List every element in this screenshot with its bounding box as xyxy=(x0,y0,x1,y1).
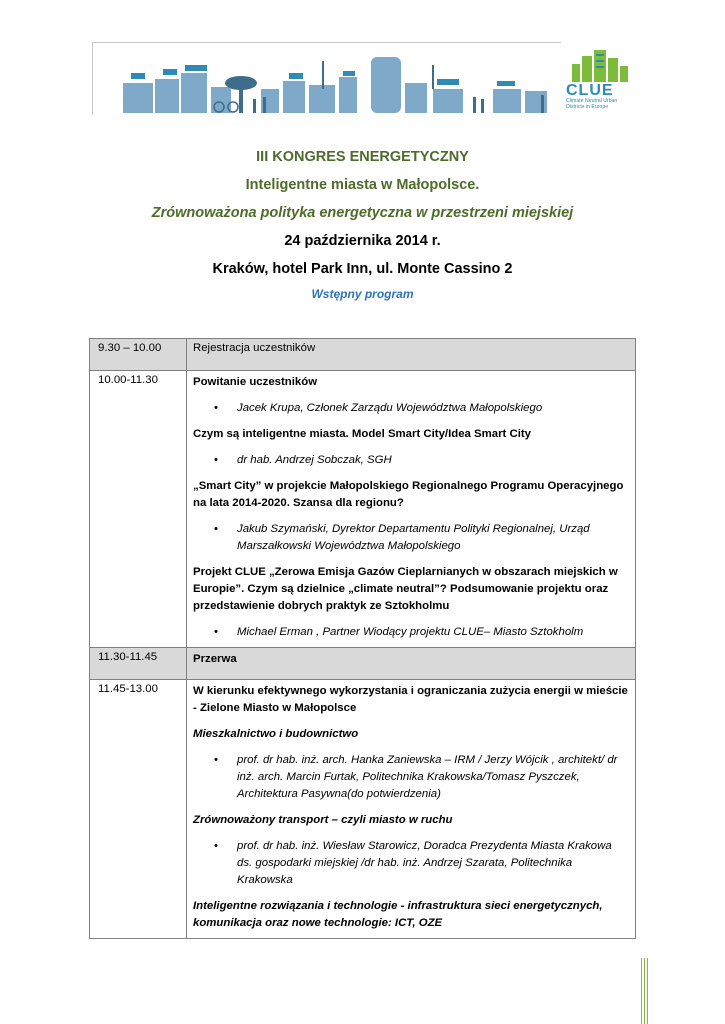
logo-name: CLUE xyxy=(566,82,614,99)
speaker-item: • Jakub Szymański, Dyrektor Departamentu Polityki Regionalnej, Urząd Marszałkowski Województwa Małopolskiego xyxy=(193,521,629,555)
congress-subtitle: Inteligentne miasta w Małopolsce. xyxy=(245,177,480,193)
city-skyline-illustration xyxy=(93,43,561,115)
time-cell: 10.00-11.30 xyxy=(90,371,187,648)
speaker-list xyxy=(193,624,629,641)
table-row xyxy=(90,339,636,371)
session-heading: W kierunku efektywnego wykorzystania i ograniczania zużycia energii w mieście - Zielone Miasto w Małopolsce xyxy=(193,685,628,714)
program-table xyxy=(89,338,636,939)
session-heading: Czym są inteligentne miasta. Model Smart City/Idea Smart City xyxy=(193,428,532,440)
session-subheading: Zrównoważony transport – czyli miasto w ruchu xyxy=(193,814,453,826)
congress-title: III KONGRES ENERGETYCZNY xyxy=(256,149,469,165)
speaker-list xyxy=(193,452,629,469)
program-label: Wstępny program xyxy=(311,287,414,301)
speaker-list xyxy=(193,521,629,555)
speaker-item: • Jacek Krupa, Członek Zarządu Województwa Małopolskiego xyxy=(193,400,629,417)
speaker-item: • prof. dr hab. inż. Wiesław Starowicz, Doradca Prezydenta Miasta Krakowa ds. gospodarki miejskiej /dr hab. inż. Andrzej Szarata, Politechnika Krakowska xyxy=(193,838,629,889)
session-heading: Projekt CLUE „Zerowa Emisja Gazów Cieplarnianych w obszarach miejskich w Europie”. Czym są dzielnice „climate neutral”? Podsumowanie projektu oraz przedstawienie dobrych praktyk ze Sztokholmu xyxy=(193,566,618,612)
session-cell: Rejestracja uczestników xyxy=(187,339,636,371)
speaker-list xyxy=(193,838,629,889)
speaker-list xyxy=(193,752,629,803)
header-banner xyxy=(92,42,561,115)
table-row xyxy=(90,680,636,939)
session-cell xyxy=(187,680,636,939)
table-row xyxy=(90,648,636,680)
table-row xyxy=(90,371,636,648)
session-subheading: Inteligentne rozwiązania i technologie - infrastruktura sieci energetycznych, komunikacja oraz nowe technologie: ICT, OZE xyxy=(193,900,603,929)
congress-theme: Zrównoważona polityka energetyczna w przestrzeni miejskiej xyxy=(151,205,574,221)
speaker-list xyxy=(193,400,629,417)
speaker-item: • Michael Erman , Partner Wiodący projektu CLUE– Miasto Sztokholm xyxy=(193,624,629,641)
clue-logo-buildings-icon xyxy=(560,46,640,84)
session-cell xyxy=(187,371,636,648)
title-block xyxy=(0,144,725,302)
time-cell: 11.30-11.45 xyxy=(90,648,187,680)
session-heading: „Smart City” w projekcie Małopolskiego Regionalnego Programu Operacyjnego na lata 2014-2020. Szansa dla regionu? xyxy=(193,480,624,509)
speaker-item: • dr hab. Andrzej Sobczak, SGH xyxy=(193,452,629,469)
time-cell: 9.30 – 10.00 xyxy=(90,339,187,371)
time-cell: 11.45-13.00 xyxy=(90,680,187,939)
logo-subtitle: Climate Neutral Urban Districts in Europe xyxy=(566,98,618,110)
event-date: 24 października 2014 r. xyxy=(284,233,441,249)
session-heading: Powitanie uczestników xyxy=(193,376,318,388)
event-venue: Kraków, hotel Park Inn, ul. Monte Cassino 2 xyxy=(212,261,513,277)
speaker-item: • prof. dr hab. inż. arch. Hanka Zaniewska – IRM / Jerzy Wójcik , architekt/ dr inż. arch. Marcin Furtak, Politechnika Krakowska/Tomasz Pyszczek, Architektura Pasywna(do potwierdzenia) xyxy=(193,752,629,803)
decorative-page-lines xyxy=(641,958,649,1024)
session-cell: Przerwa xyxy=(187,648,636,680)
session-subheading: Mieszkalnictwo i budownictwo xyxy=(193,728,359,740)
